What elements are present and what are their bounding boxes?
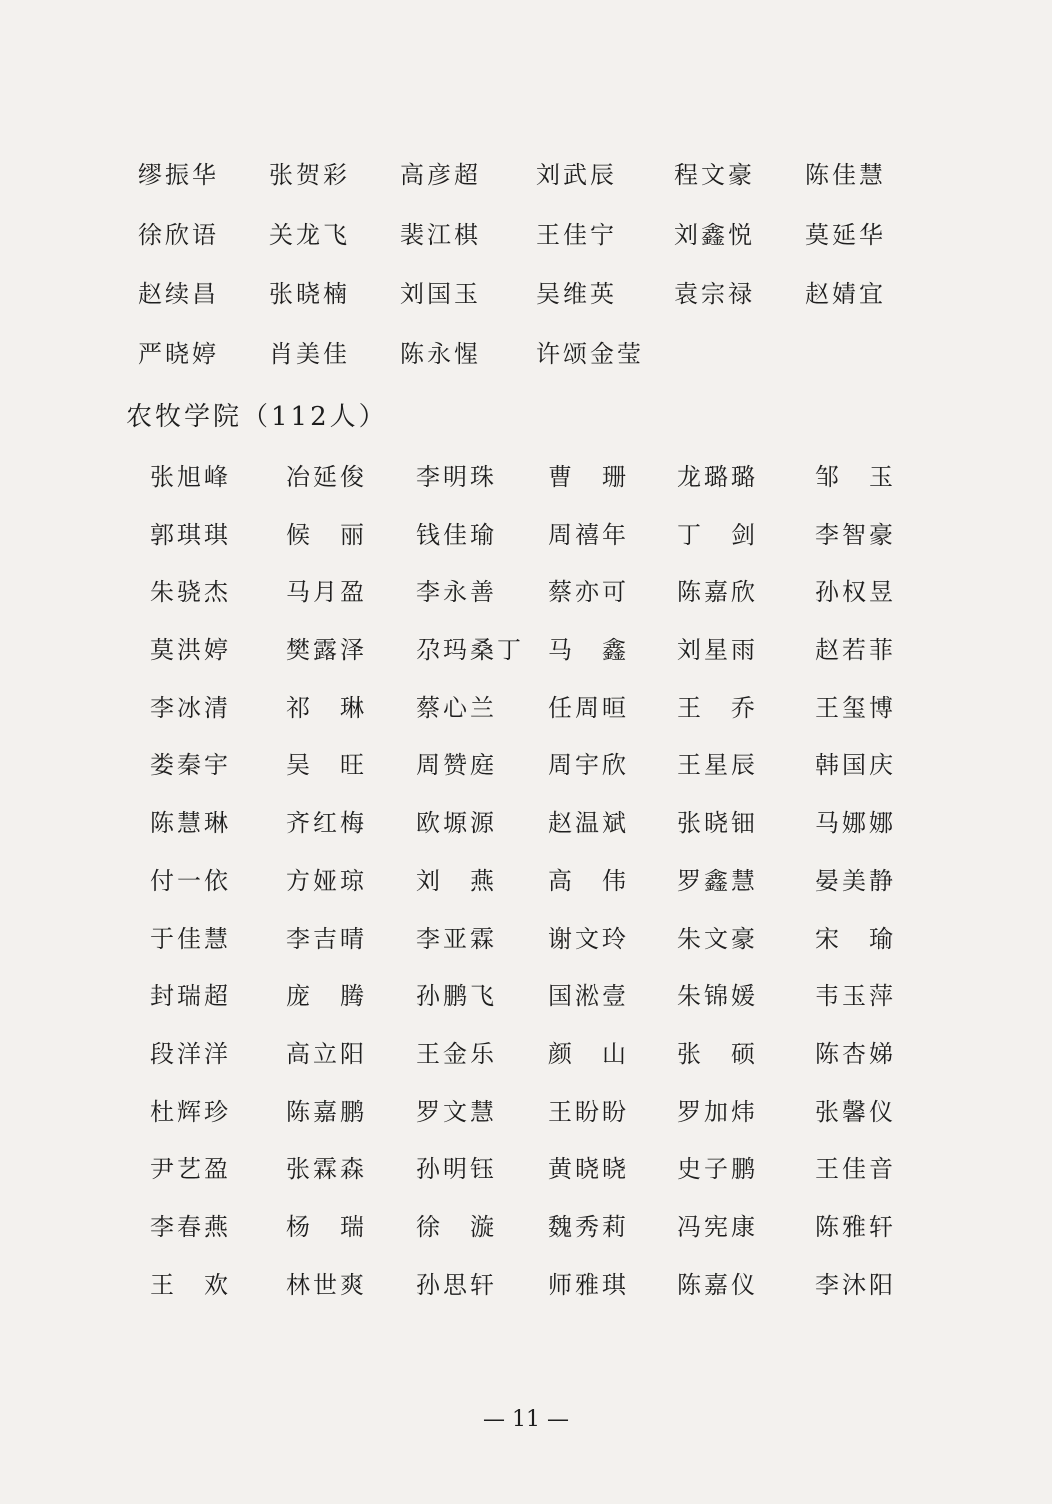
name-cell: 欧塬源 bbox=[416, 809, 497, 838]
name-cell: 罗鑫慧 bbox=[677, 866, 758, 895]
name-cell: 封瑞超 bbox=[150, 982, 231, 1011]
name-cell: 赵婧宜 bbox=[805, 280, 886, 308]
name-cell: 于佳慧 bbox=[150, 924, 231, 953]
name-cell: 陈慧琳 bbox=[150, 809, 231, 838]
name-cell: 王盼盼 bbox=[548, 1097, 629, 1126]
name-cell: 刘 燕 bbox=[416, 866, 497, 895]
name-cell: 缪振华 bbox=[138, 161, 219, 189]
name-cell: 罗文慧 bbox=[416, 1097, 497, 1126]
section-title: 农牧学院（112人） bbox=[126, 402, 388, 432]
name-cell: 蔡亦可 bbox=[548, 578, 629, 607]
name-cell: 林世爽 bbox=[286, 1270, 367, 1299]
name-cell: 任周晅 bbox=[548, 693, 629, 722]
name-cell: 张晓钿 bbox=[677, 809, 758, 838]
name-cell: 王佳宁 bbox=[536, 220, 617, 249]
name-cell: 肖美佳 bbox=[269, 339, 350, 368]
name-cell: 刘武辰 bbox=[536, 161, 617, 189]
name-cell: 陈雅轩 bbox=[815, 1212, 896, 1241]
name-cell: 魏秀莉 bbox=[548, 1212, 629, 1241]
name-cell: 张贺彩 bbox=[269, 161, 350, 189]
name-list-previous-section bbox=[138, 150, 936, 388]
name-cell: 孙明钰 bbox=[416, 1155, 497, 1184]
name-cell: 祁 琳 bbox=[286, 693, 367, 722]
name-cell: 高立阳 bbox=[286, 1039, 367, 1068]
name-cell: 韦玉萍 bbox=[815, 982, 896, 1011]
name-cell: 赵若菲 bbox=[815, 636, 896, 665]
name-cell: 罗加炜 bbox=[677, 1097, 758, 1126]
name-cell: 周禧年 bbox=[548, 520, 629, 549]
name-cell: 李吉晴 bbox=[286, 924, 367, 953]
name-cell: 朱锦媛 bbox=[677, 982, 758, 1011]
name-cell: 朱文豪 bbox=[677, 924, 758, 953]
name-cell: 王佳音 bbox=[815, 1155, 896, 1184]
name-cell: 韩国庆 bbox=[815, 751, 896, 780]
name-cell: 许颂金莹 bbox=[536, 339, 644, 368]
name-cell: 杨 瑞 bbox=[286, 1212, 367, 1241]
name-list-section bbox=[150, 452, 925, 1317]
name-cell: 陈永惺 bbox=[400, 339, 481, 368]
name-cell: 尕玛桑丁 bbox=[416, 636, 524, 665]
name-cell: 蔡心兰 bbox=[416, 693, 497, 722]
name-cell: 张晓楠 bbox=[269, 280, 350, 308]
name-cell: 朱骁杰 bbox=[150, 578, 231, 607]
name-cell: 付一依 bbox=[150, 866, 231, 895]
name-cell: 李亚霖 bbox=[416, 924, 497, 953]
name-cell: 吴维英 bbox=[536, 280, 617, 308]
name-cell: 杜辉珍 bbox=[150, 1097, 231, 1126]
name-cell: 冶延俊 bbox=[286, 463, 367, 491]
name-cell: 国淞壹 bbox=[548, 982, 629, 1011]
name-cell: 王金乐 bbox=[416, 1039, 497, 1068]
page-number: — 11 — bbox=[483, 1407, 569, 1432]
name-cell: 颜 山 bbox=[548, 1039, 629, 1068]
name-cell: 曹 珊 bbox=[548, 463, 629, 491]
name-cell: 尹艺盈 bbox=[150, 1155, 231, 1184]
name-cell: 马 鑫 bbox=[548, 636, 629, 665]
name-cell: 刘国玉 bbox=[400, 280, 481, 308]
name-cell: 陈佳慧 bbox=[805, 161, 886, 189]
name-cell: 王 欢 bbox=[150, 1270, 231, 1299]
name-cell: 刘鑫悦 bbox=[674, 220, 755, 249]
name-cell: 李明珠 bbox=[416, 463, 497, 491]
name-cell: 徐欣语 bbox=[138, 220, 219, 249]
name-cell: 王玺博 bbox=[815, 693, 896, 722]
name-cell: 袁宗禄 bbox=[674, 280, 755, 308]
name-cell: 周赞庭 bbox=[416, 751, 497, 780]
name-cell: 严晓婷 bbox=[138, 339, 219, 368]
name-cell: 关龙飞 bbox=[269, 220, 350, 249]
name-cell: 师雅琪 bbox=[548, 1270, 629, 1299]
name-cell: 邹 玉 bbox=[815, 463, 896, 491]
name-cell: 裴江棋 bbox=[400, 220, 481, 249]
name-cell: 孙鹏飞 bbox=[416, 982, 497, 1011]
name-cell: 候 丽 bbox=[286, 520, 367, 549]
name-cell: 马月盈 bbox=[286, 578, 367, 607]
name-cell: 宋 瑜 bbox=[815, 924, 896, 953]
name-cell: 陈杏娣 bbox=[815, 1039, 896, 1068]
name-cell: 方娅琼 bbox=[286, 866, 367, 895]
name-cell: 王 乔 bbox=[677, 693, 758, 722]
name-cell: 李永善 bbox=[416, 578, 497, 607]
name-cell: 张旭峰 bbox=[150, 463, 231, 491]
name-cell: 孙思轩 bbox=[416, 1270, 497, 1299]
name-cell: 黄晓晓 bbox=[548, 1155, 629, 1184]
name-cell: 马娜娜 bbox=[815, 809, 896, 838]
name-cell: 李春燕 bbox=[150, 1212, 231, 1241]
name-cell: 莫洪婷 bbox=[150, 636, 231, 665]
name-cell: 龙璐璐 bbox=[677, 463, 758, 491]
name-cell: 郭琪琪 bbox=[150, 520, 231, 549]
name-cell: 晏美静 bbox=[815, 866, 896, 895]
name-cell: 钱佳瑜 bbox=[416, 520, 497, 549]
name-cell: 史子鹏 bbox=[677, 1155, 758, 1184]
name-cell: 庞 腾 bbox=[286, 982, 367, 1011]
name-cell: 高彦超 bbox=[400, 161, 481, 189]
name-cell: 孙权昱 bbox=[815, 578, 896, 607]
name-cell: 张馨仪 bbox=[815, 1097, 896, 1126]
name-cell: 刘星雨 bbox=[677, 636, 758, 665]
name-cell: 陈嘉鹏 bbox=[286, 1097, 367, 1126]
name-cell: 赵温斌 bbox=[548, 809, 629, 838]
name-cell: 李冰清 bbox=[150, 693, 231, 722]
name-cell: 陈嘉欣 bbox=[677, 578, 758, 607]
name-cell: 谢文玲 bbox=[548, 924, 629, 953]
name-cell: 高 伟 bbox=[548, 866, 629, 895]
name-cell: 张霖森 bbox=[286, 1155, 367, 1184]
name-cell: 程文豪 bbox=[674, 161, 755, 189]
name-cell: 王星辰 bbox=[677, 751, 758, 780]
name-cell: 齐红梅 bbox=[286, 809, 367, 838]
name-cell: 樊露泽 bbox=[286, 636, 367, 665]
name-cell: 张 硕 bbox=[677, 1039, 758, 1068]
name-cell: 李沐阳 bbox=[815, 1270, 896, 1299]
name-cell: 丁 剑 bbox=[677, 520, 758, 549]
name-cell: 吴 旺 bbox=[286, 751, 367, 780]
name-cell: 徐 漩 bbox=[416, 1212, 497, 1241]
name-cell: 段洋洋 bbox=[150, 1039, 231, 1068]
name-cell: 冯宪康 bbox=[677, 1212, 758, 1241]
name-cell: 赵续昌 bbox=[138, 280, 219, 308]
name-cell: 陈嘉仪 bbox=[677, 1270, 758, 1299]
name-cell: 李智豪 bbox=[815, 520, 896, 549]
name-cell: 娄秦宇 bbox=[150, 751, 231, 780]
name-cell: 莫延华 bbox=[805, 220, 886, 249]
name-cell: 周宇欣 bbox=[548, 751, 629, 780]
